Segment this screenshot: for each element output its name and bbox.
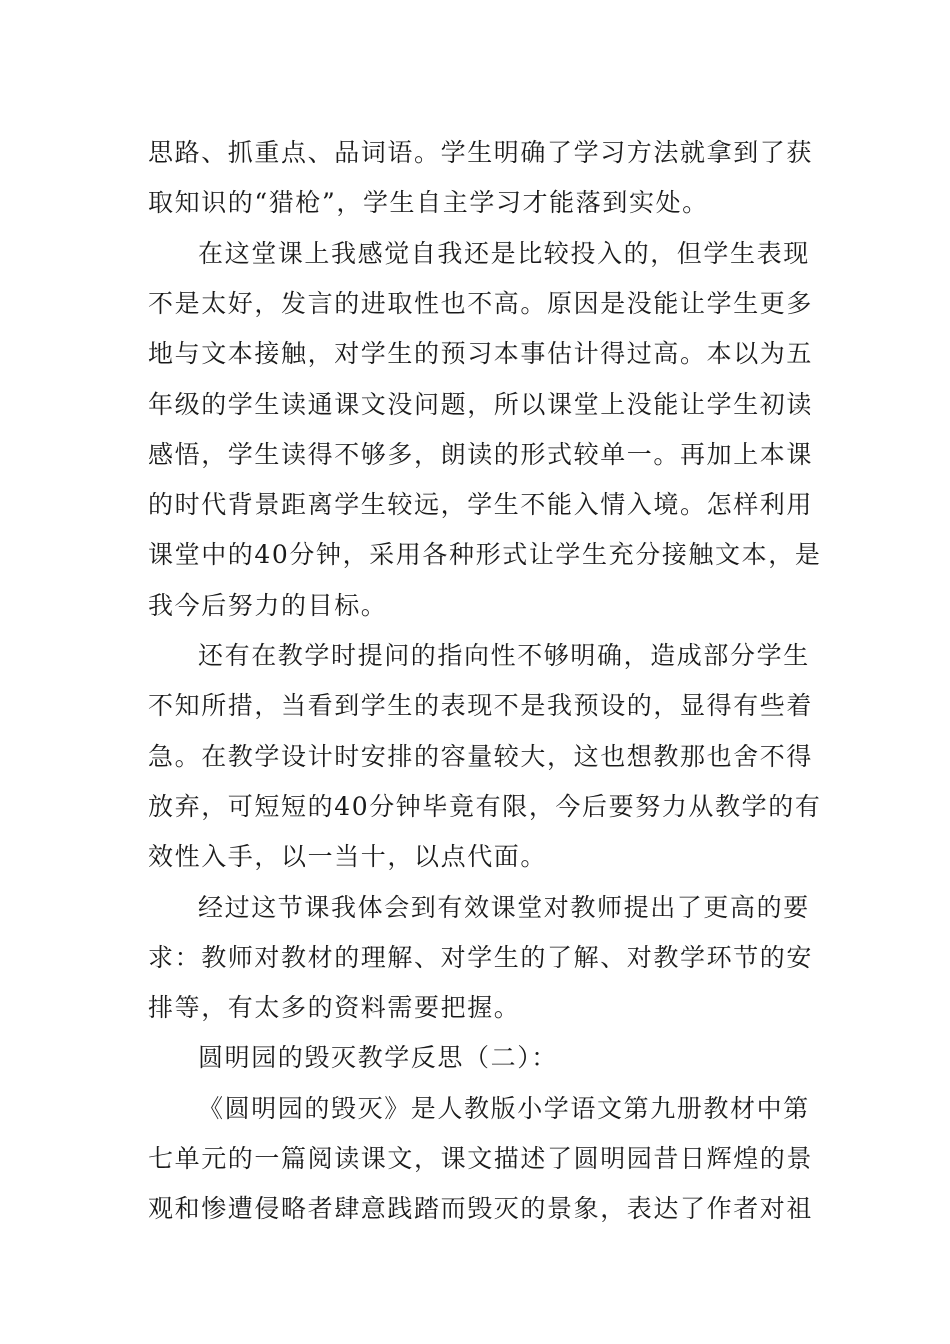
text-line: 经过这节课我体会到有效课堂对教师提出了更高的要: [198, 892, 810, 922]
text-line: 还有在教学时提问的指向性不够明确，造成部分学生: [198, 641, 810, 670]
text-line: 我今后努力的目标。: [148, 590, 388, 620]
text-line: 排等，有太多的资料需要把握。: [148, 993, 521, 1023]
text-line: 七单元的一篇阅读课文，课文描述了圆明园昔日辉煌的景: [148, 1144, 814, 1173]
text-line: 效性入手，以一当十，以点代面。: [148, 842, 548, 872]
text-line: 地与文本接触，对学生的预习本事估计得过高。本以为五: [148, 339, 814, 369]
section-heading: 圆明园的毁灭教学反思（二）：: [198, 1043, 558, 1073]
text-line: 《圆明园的毁灭》是人教版小学语文第九册教材中第: [198, 1093, 810, 1123]
text-line: 在这堂课上我感觉自我还是比较投入的，但学生表现: [198, 238, 810, 268]
text-line: 求：教师对教材的理解、对学生的了解、对教学环节的安: [148, 942, 814, 972]
text-line: 观和惨遭侵略者肆意践踏而毁灭的景象，表达了作者对祖: [148, 1194, 814, 1224]
text-line: 的时代背景距离学生较远，学生不能入情入境。怎样利用: [148, 490, 814, 520]
text-line: 课堂中的40分钟，采用各种形式让学生充分接触文本，是: [148, 540, 822, 570]
text-line: 不是太好，发言的进取性也不高。原因是没能让学生更多: [148, 288, 814, 318]
text-line: 年级的学生读通课文没问题，所以课堂上没能让学生初读: [148, 389, 814, 419]
text-line: 急。在教学设计时安排的容量较大，这也想教那也舍不得: [148, 741, 814, 771]
text-line: 感悟，学生读得不够多，朗读的形式较单一。再加上本课: [148, 439, 814, 469]
text-line: 放弃，可短短的40分钟毕竟有限，今后要努力从教学的有: [148, 791, 822, 821]
text-line: 思路、抓重点、品词语。学生明确了学习方法就拿到了获: [148, 138, 814, 167]
text-line: 不知所措，当看到学生的表现不是我预设的，显得有些着: [148, 691, 814, 721]
text-line: 取知识的“猎枪”，学生自主学习才能落到实处。: [148, 188, 709, 218]
